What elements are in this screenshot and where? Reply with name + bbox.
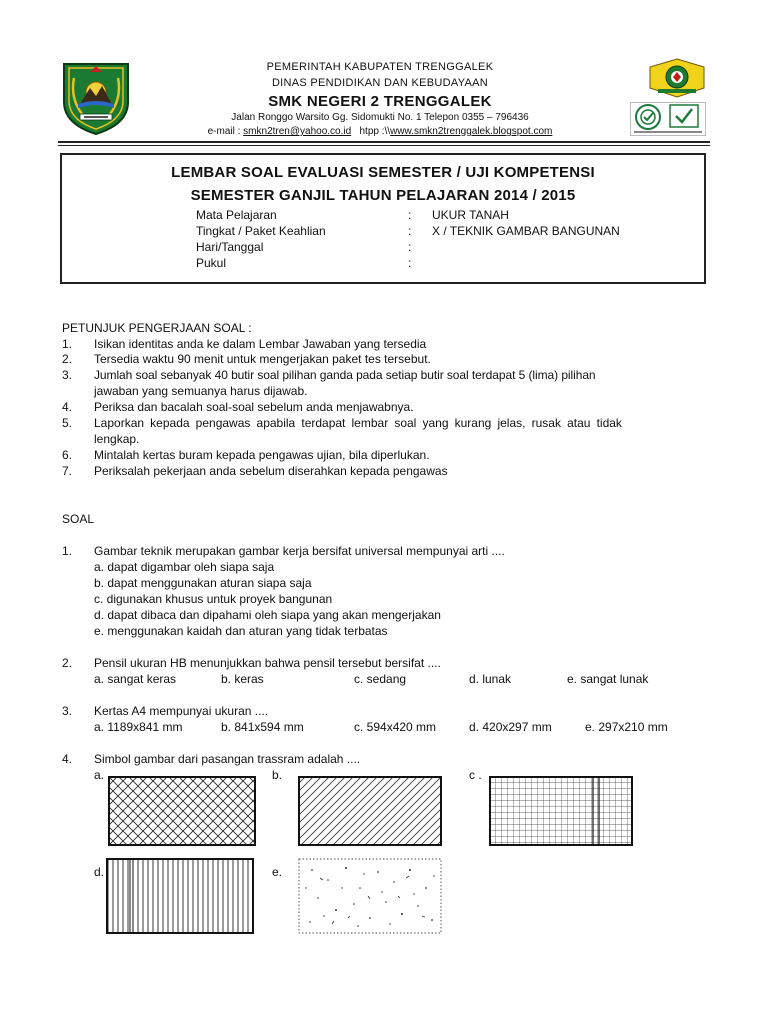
answer-option: d. 420x297 mm [469,720,552,734]
answer-option: b. keras [221,672,264,686]
instruction-text-continued: jawaban yang semuanya harus dijawab. [94,384,308,398]
answer-option-label: d. [94,865,105,879]
instructions-heading: PETUNJUK PENGERJAAN SOAL : [62,321,252,335]
school-address: Jalan Ronggo Warsito Gg. Sidomukti No. 1 Telepon 0355 – 796436 [231,112,529,123]
instruction-text: Tersedia waktu 90 menit untuk mengerjakan paket tes tersebut. [94,352,431,366]
answer-option: e. 297x210 mm [585,720,668,734]
email-label: e-mail : [207,126,244,137]
answer-option-label: e. [272,865,283,879]
field-sep: : [408,240,412,254]
instruction-number: 5. [62,416,73,430]
instruction-text: Isikan identitas anda ke dalam Lembar Jawaban yang tersedia [94,337,427,351]
question-number: 4. [62,752,73,766]
answer-option: c. sedang [354,672,407,686]
question-text: Simbol gambar dari pasangan trassram adalah .... [94,752,361,766]
instruction-number: 6. [62,448,73,462]
letterhead-rule-thick [58,141,710,143]
hatch-pattern-diagonal [298,776,442,846]
instruction-number: 1. [62,337,73,351]
letterhead-rule-thin [58,145,710,146]
questions-heading: SOAL [62,512,95,526]
field-sep: : [408,208,412,222]
answer-option: c. digunakan khusus untuk proyek bangunan [94,592,333,606]
exam-semester: SEMESTER GANJIL TAHUN PELAJARAN 2014 / 2015 [190,187,576,204]
answer-option: e. menggunakan kaidah dan aturan yang tidak terbatas [94,624,388,638]
email-link[interactable]: smkn2tren@yahoo.co.id [243,126,352,137]
instruction-number: 7. [62,464,73,478]
instruction-number: 3. [62,368,73,382]
question-text: Gambar teknik merupakan gambar kerja bersifat universal mempunyai arti .... [94,544,505,558]
field-value-subject: UKUR TANAH [432,208,509,222]
answer-option: e. sangat lunak [567,672,649,686]
question-text: Pensil ukuran HB menunjukkan bahwa pensil tersebut bersifat .... [94,656,441,670]
government-line: PEMERINTAH KABUPATEN TRENGGALEK [266,61,494,73]
kabupaten-trenggalek-logo [60,58,132,136]
answer-option: a. 1189x841 mm [94,720,183,734]
instruction-text-continued: lengkap. [94,432,140,446]
instruction-text: Laporkan kepada pengawas apabila terdapat lembar soal yang kurang jelas, rusak atau tidak [94,416,622,430]
answer-option: a. dapat digambar oleh siapa saja [94,560,275,574]
hatch-pattern-speckle [298,858,442,934]
smk-school-logo [648,58,706,98]
hatch-pattern-crosshatch [108,776,256,846]
question-text: Kertas A4 mempunyai ukuran .... [94,704,269,718]
instruction-text: Periksa dan bacalah soal-soal sebelum anda menjawabnya. [94,400,414,414]
web-link[interactable]: www.smkn2trenggalek.blogspot.com [390,126,553,137]
answer-option: b. dapat menggunakan aturan siapa saja [94,576,312,590]
answer-option: c. 594x420 mm [354,720,437,734]
answer-option-label: b. [272,768,283,782]
answer-option: d. dapat dibaca dan dipahami oleh siapa yang akan mengerjakan [94,608,441,622]
answer-option: d. lunak [469,672,512,686]
answer-option: b. 841x594 mm [221,720,304,734]
exam-info-box [60,153,706,284]
contact-line [180,126,580,137]
question-number: 1. [62,544,73,558]
question-number: 2. [62,656,73,670]
hatch-pattern-grid [489,776,633,846]
web-label: htpp :\\ [359,126,391,137]
instruction-number: 2. [62,352,73,366]
instruction-number: 4. [62,400,73,414]
field-label-level: Tingkat / Paket Keahlian [196,224,326,238]
answer-option-label: c . [469,768,482,782]
certification-logos [630,102,706,136]
school-name: SMK NEGERI 2 TRENGGALEK [268,93,492,110]
answer-option-label: a. [94,768,105,782]
field-sep: : [408,256,412,270]
instruction-text: Jumlah soal sebanyak 40 butir soal pilihan ganda pada setiap butir soal terdapat 5 (lima) pilihan [94,368,596,382]
instruction-text: Periksalah pekerjaan anda sebelum diserahkan kepada pengawas [94,464,448,478]
field-value-level: X / TEKNIK GAMBAR BANGUNAN [432,224,620,238]
department-line: DINAS PENDIDIKAN DAN KEBUDAYAAN [271,77,489,89]
field-label-subject: Mata Pelajaran [196,208,277,222]
hatch-pattern-vertical [106,858,254,934]
field-sep: : [408,224,412,238]
field-label-date: Hari/Tanggal [196,240,264,254]
exam-title: LEMBAR SOAL EVALUASI SEMESTER / UJI KOMPETENSI [171,164,595,181]
question-number: 3. [62,704,73,718]
field-label-time: Pukul [196,256,227,270]
instruction-text: Mintalah kertas buram kepada pengawas ujian, bila diperlukan. [94,448,430,462]
answer-option: a. sangat keras [94,672,177,686]
